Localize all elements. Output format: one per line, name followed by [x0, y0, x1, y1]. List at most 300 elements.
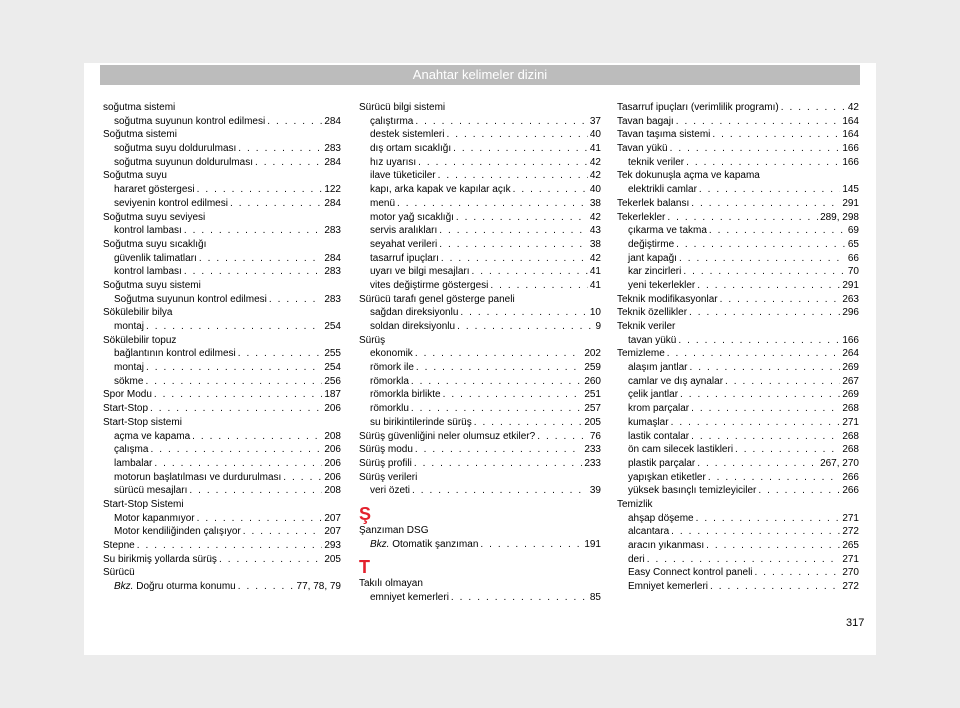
dot-leader	[699, 183, 840, 197]
dot-leader	[238, 580, 295, 594]
page-reference: 43	[589, 225, 601, 237]
entry-text: kapı, arka kapak ve kapılar açık	[370, 184, 511, 196]
page-reference: 42	[847, 102, 859, 113]
page-reference: 267, 270	[820, 457, 859, 469]
entry-text: açma ve kapama	[114, 430, 191, 442]
entry-text: hararet göstergesi	[114, 184, 195, 196]
entry-text: tavan yükü	[628, 334, 677, 346]
entry-text: menü	[370, 197, 396, 209]
see-reference: Bkz.	[114, 581, 134, 593]
index-column-3	[617, 101, 859, 594]
entry-text: veri özeti	[370, 485, 411, 497]
entry-text: teknik veriler	[628, 156, 685, 168]
entry-text: yapışkan etiketler	[628, 471, 706, 483]
index-heading	[103, 566, 341, 580]
index-heading	[103, 101, 341, 115]
dot-leader	[678, 334, 840, 348]
index-subentry	[617, 484, 859, 498]
index-subentry	[359, 591, 601, 605]
index-heading	[103, 211, 341, 225]
dot-leader	[676, 115, 841, 129]
dot-leader	[154, 388, 322, 402]
index-subentry	[617, 265, 859, 279]
entry-text: lastik contalar	[628, 430, 690, 442]
dot-leader	[709, 224, 846, 238]
dot-leader	[683, 265, 846, 279]
page-reference: 9	[595, 321, 601, 332]
entry-text: kar zincirleri	[628, 266, 682, 278]
index-subentry	[617, 525, 859, 539]
index-heading	[359, 334, 601, 348]
index-subentry	[617, 553, 859, 567]
entry-text: Tavan bagajı	[617, 115, 674, 127]
page-reference: 40	[589, 184, 601, 196]
page-reference: 38	[589, 238, 601, 250]
entry-text: motorun başlatılması ve durdurulması	[114, 471, 282, 483]
index-subentry	[359, 416, 601, 430]
index-heading	[103, 416, 341, 430]
page-reference: 254	[324, 362, 341, 374]
entry-text: Soğutma suyu sistemi	[103, 279, 201, 291]
page-reference: 268	[842, 444, 859, 456]
page-reference: 166	[842, 143, 859, 155]
dot-leader	[667, 211, 818, 225]
page-reference: 187	[324, 389, 341, 401]
index-entry	[617, 128, 859, 142]
page-reference: 39	[589, 485, 601, 497]
dot-leader	[697, 457, 818, 471]
page-reference: 207	[324, 512, 341, 524]
page-reference: 271	[842, 553, 859, 565]
page-reference: 270	[842, 567, 859, 579]
dot-leader	[708, 471, 840, 485]
page-reference: 296	[842, 307, 859, 319]
section-letter: Ş	[359, 503, 372, 524]
page-reference: 263	[842, 293, 859, 305]
entry-text: Sürücü	[103, 567, 135, 579]
index-subentry	[617, 512, 859, 526]
entry-text: hız uyarısı	[370, 156, 417, 168]
index-subentry	[359, 197, 601, 211]
page-reference: 41	[589, 143, 601, 155]
index-subentry	[617, 388, 859, 402]
entry-text: dış ortam sıcaklığı	[370, 143, 452, 155]
index-subentry	[103, 183, 341, 197]
dot-leader	[670, 142, 841, 156]
dot-leader	[720, 293, 841, 307]
entry-text: Soğutma sistemi	[103, 129, 177, 141]
index-heading	[359, 524, 601, 538]
index-subentry	[103, 471, 341, 485]
index-subentry	[103, 293, 341, 307]
entry-text: Su birikmiş yollarda sürüş	[103, 553, 217, 565]
page-reference: 267	[842, 375, 859, 387]
entry-text: camlar ve dış aynalar	[628, 375, 724, 387]
index-subentry	[103, 484, 341, 498]
dot-leader	[418, 156, 588, 170]
page-reference: 256	[324, 375, 341, 387]
entry-text: çalıştırma	[370, 115, 414, 127]
page-reference: 271	[842, 416, 859, 428]
entry-text: Temizleme	[617, 348, 665, 360]
index-subentry	[359, 375, 601, 389]
page-reference: 206	[324, 457, 341, 469]
index-entry	[617, 293, 859, 307]
entry-text: emniyet kemerleri	[370, 592, 449, 603]
page-reference: 266	[842, 485, 859, 497]
page-reference: 284	[324, 197, 341, 209]
page-reference: 271	[842, 512, 859, 524]
page-reference: 293	[324, 540, 341, 551]
dot-leader	[146, 361, 322, 375]
index-heading	[359, 577, 601, 591]
dot-leader	[230, 197, 322, 211]
page-reference: 37	[589, 115, 601, 127]
dot-leader	[471, 265, 587, 279]
index-column-1	[103, 101, 341, 594]
index-subentry	[359, 183, 601, 197]
entry-text: montaj	[114, 362, 145, 374]
index-subentry	[617, 443, 859, 457]
entry-text: Soğutma suyu sıcaklığı	[103, 238, 207, 250]
index-subentry	[617, 279, 859, 293]
index-subentry	[617, 457, 859, 471]
dot-leader	[238, 142, 322, 156]
entry-text: Sökülebilir bilya	[103, 307, 173, 319]
index-subentry	[617, 334, 859, 348]
entry-text: kontrol lambası	[114, 225, 182, 237]
dot-leader	[146, 320, 322, 334]
dot-leader	[184, 265, 323, 279]
dot-leader	[537, 430, 588, 444]
entry-text: Teknik veriler	[617, 321, 676, 332]
dot-leader	[456, 211, 588, 225]
page-reference: 255	[324, 348, 341, 360]
entry-text: Sürüş	[359, 334, 386, 346]
index-subentry	[103, 224, 341, 238]
entry-text: ahşap döşeme	[628, 512, 694, 524]
entry-text: destek sistemleri	[370, 129, 445, 141]
index-subentry	[359, 224, 601, 238]
index-subentry	[359, 128, 601, 142]
page-reference: 122	[324, 184, 341, 196]
dot-leader	[438, 169, 588, 183]
entry-text: Takılı olmayan	[359, 578, 423, 590]
dot-leader	[219, 553, 322, 567]
index-entry	[617, 101, 859, 115]
dot-leader	[696, 512, 841, 526]
dot-leader	[137, 539, 323, 553]
index-subentry	[103, 580, 341, 594]
index-subentry	[359, 320, 601, 334]
page-reference: 266	[842, 471, 859, 483]
dot-leader	[697, 279, 840, 293]
dot-leader	[414, 457, 583, 471]
entry-text: römorkla birlikte	[370, 389, 441, 401]
index-heading	[103, 128, 341, 142]
entry-text: Spor Modu	[103, 389, 152, 401]
index-subentry	[103, 347, 341, 361]
reference-target: Doğru oturma konumu	[133, 581, 236, 593]
dot-leader	[755, 566, 841, 580]
entry-text: Emniyet kemerleri	[628, 581, 709, 593]
index-subentry	[359, 347, 601, 361]
index-subentry	[103, 252, 341, 266]
index-entry	[103, 553, 341, 567]
dot-leader	[145, 375, 322, 389]
entry-text: Tek dokunuşla açma ve kapama	[617, 170, 760, 182]
index-subentry	[617, 375, 859, 389]
dot-leader	[735, 443, 840, 457]
index-column-2	[359, 101, 601, 605]
page-reference: 41	[589, 266, 601, 278]
entry-text: ekonomik	[370, 348, 413, 360]
page-reference: 42	[589, 211, 601, 223]
index-entry	[617, 306, 859, 320]
dot-leader	[411, 375, 582, 389]
index-subentry	[617, 430, 859, 444]
entry-text: sürücü mesajları	[114, 485, 188, 497]
page-reference: 40	[589, 129, 601, 141]
entry-text: deri	[628, 553, 645, 565]
dot-leader	[411, 402, 582, 416]
index-subentry	[617, 416, 859, 430]
index-entry	[617, 142, 859, 156]
dot-leader	[184, 224, 323, 238]
entry-text	[114, 580, 236, 594]
page-reference: 205	[324, 553, 341, 565]
page-reference: 283	[324, 266, 341, 278]
index-subentry	[617, 580, 859, 594]
entry-text: Start-Stop sistemi	[103, 416, 182, 428]
dot-leader	[725, 375, 840, 389]
entry-text: krom parçalar	[628, 403, 690, 415]
page-reference: 254	[324, 321, 341, 332]
entry-text: Start-Stop	[103, 403, 149, 415]
index-subentry	[359, 252, 601, 266]
dot-leader	[453, 142, 588, 156]
entry-text: Start-Stop Sistemi	[103, 498, 184, 510]
page-reference: 264	[842, 348, 859, 360]
entry-text: servis aralıkları	[370, 225, 438, 237]
index-subentry	[617, 252, 859, 266]
index-subentry	[103, 197, 341, 211]
index-subentry	[359, 361, 601, 375]
index-entry	[359, 430, 601, 444]
page-reference: 206	[324, 403, 341, 415]
page-reference: 38	[589, 197, 601, 209]
entry-text: Tavan yükü	[617, 143, 668, 155]
index-entry	[103, 402, 341, 416]
index-entry	[359, 443, 601, 457]
index-entry	[359, 457, 601, 471]
index-subentry	[359, 484, 601, 498]
index-subentry	[359, 538, 601, 552]
page-reference: 65	[847, 238, 859, 250]
index-heading	[103, 169, 341, 183]
index-subentry	[359, 211, 601, 225]
entry-text: soğutma sistemi	[103, 102, 176, 113]
dot-leader	[192, 430, 322, 444]
page-reference: 191	[584, 538, 601, 550]
section-letter: T	[359, 557, 370, 578]
entry-text: Sürüş modu	[359, 444, 413, 456]
page-reference: 257	[584, 403, 601, 415]
entry-text: Tasarruf ipuçları (verimlilik programı)	[617, 102, 779, 113]
index-subentry	[617, 156, 859, 170]
index-subentry	[359, 115, 601, 129]
entry-text: Easy Connect kontrol paneli	[628, 567, 753, 579]
entry-text: ilave tüketiciler	[370, 170, 436, 182]
entry-text: su birikintilerinde sürüş	[370, 416, 472, 428]
page-reference: 66	[847, 252, 859, 264]
page-reference: 283	[324, 293, 341, 305]
dot-leader	[460, 306, 587, 320]
page-reference: 233	[584, 444, 601, 456]
page-reference: 208	[324, 430, 341, 442]
page-reference: 41	[589, 279, 601, 291]
entry-text: Sürücü tarafı genel gösterge paneli	[359, 293, 515, 305]
dot-leader	[680, 388, 840, 402]
index-heading	[359, 471, 601, 485]
entry-text: kontrol lambası	[114, 266, 182, 278]
page-reference: 284	[324, 252, 341, 264]
dot-leader	[679, 252, 846, 266]
page-reference: 10	[589, 307, 601, 319]
page-reference: 166	[842, 156, 859, 168]
page-reference: 272	[842, 581, 859, 593]
index-subentry	[103, 320, 341, 334]
dot-leader	[457, 320, 593, 334]
index-subentry	[103, 457, 341, 471]
entry-text: yüksek basınçlı temizleyiciler	[628, 485, 757, 497]
page-reference: 76	[589, 430, 601, 442]
reference-target: Otomatik şanzıman	[389, 538, 479, 550]
index-heading	[103, 498, 341, 512]
dot-leader	[446, 128, 587, 142]
dot-leader	[416, 361, 582, 375]
entry-text: Temizlik	[617, 498, 653, 510]
dot-leader	[490, 279, 587, 293]
dot-leader	[269, 293, 322, 307]
dot-leader	[451, 591, 588, 605]
page-header: Anahtar kelimeler dizini	[100, 65, 860, 85]
page-reference: 283	[324, 143, 341, 155]
dot-leader	[415, 443, 582, 457]
index-entry	[103, 388, 341, 402]
page-reference: 205	[584, 416, 601, 428]
page-reference: 85	[589, 592, 601, 603]
entry-text: Sürüş profili	[359, 457, 412, 469]
index-heading	[103, 334, 341, 348]
page-reference: 268	[842, 403, 859, 415]
index-subentry	[103, 265, 341, 279]
entry-text: motor yağ sıcaklığı	[370, 211, 454, 223]
index-subentry	[103, 156, 341, 170]
entry-text: Şanzıman DSG	[359, 524, 429, 536]
dot-leader	[255, 156, 322, 170]
page-reference: 208	[324, 485, 341, 497]
dot-leader	[267, 115, 322, 129]
entry-text: Tavan taşıma sistemi	[617, 129, 711, 141]
index-subentry	[359, 238, 601, 252]
dot-leader	[415, 347, 583, 361]
index-entry	[617, 347, 859, 361]
page-reference: 164	[842, 115, 859, 127]
dot-leader	[710, 580, 840, 594]
entry-text: sökme	[114, 375, 144, 387]
entry-text: Stepne	[103, 540, 135, 551]
dot-leader	[443, 388, 583, 402]
dot-leader	[197, 183, 323, 197]
entry-text: uyarı ve bilgi mesajları	[370, 266, 470, 278]
index-subentry	[103, 525, 341, 539]
page-reference: 77, 78, 79	[296, 581, 341, 593]
entry-text: Motor kapanmıyor	[114, 512, 195, 524]
dot-leader	[689, 306, 840, 320]
entry-text: güvenlik talimatları	[114, 252, 197, 264]
index-subentry	[359, 169, 601, 183]
entry-text: soğutma suyunun doldurulması	[114, 156, 253, 168]
dot-leader	[189, 484, 322, 498]
entry-text: vites değiştirme göstergesi	[370, 279, 489, 291]
index-heading	[359, 101, 601, 115]
index-subentry	[359, 306, 601, 320]
index-subentry	[359, 402, 601, 416]
page-reference: 268	[842, 430, 859, 442]
index-subentry	[103, 375, 341, 389]
page-reference: 206	[324, 471, 341, 483]
entry-text: çıkarma ve takma	[628, 225, 707, 237]
index-heading	[359, 293, 601, 307]
dot-leader	[691, 430, 840, 444]
index-subentry	[617, 566, 859, 580]
entry-text: yeni tekerlekler	[628, 279, 696, 291]
index-heading	[103, 238, 341, 252]
dot-leader	[150, 443, 322, 457]
index-subentry	[359, 156, 601, 170]
page-reference: 233	[584, 457, 601, 469]
page-reference: 284	[324, 156, 341, 168]
entry-text: Teknik özellikler	[617, 307, 688, 319]
entry-text: sağdan direksiyonlu	[370, 307, 459, 319]
index-subentry	[617, 183, 859, 197]
entry-text: jant kapağı	[628, 252, 677, 264]
index-entry	[617, 115, 859, 129]
dot-leader	[712, 128, 840, 142]
page-reference: 202	[584, 348, 601, 360]
index-heading	[103, 306, 341, 320]
index-subentry	[103, 142, 341, 156]
entry-text: Soğutma suyu	[103, 170, 167, 182]
page-reference: 265	[842, 540, 859, 551]
page-reference: 269	[842, 389, 859, 401]
dot-leader	[513, 183, 588, 197]
dot-leader	[199, 252, 323, 266]
dot-leader	[671, 525, 840, 539]
entry-text: bağlantının kontrol edilmesi	[114, 348, 236, 360]
entry-text: Motor kendiliğinden çalışıyor	[114, 526, 241, 538]
index-entry	[617, 211, 859, 225]
index-subentry	[617, 402, 859, 416]
page-reference: 69	[847, 225, 859, 237]
page-reference: 42	[589, 252, 601, 264]
dot-leader	[439, 238, 588, 252]
index-subentry	[359, 388, 601, 402]
dot-leader	[397, 197, 588, 211]
entry-text: soğutma suyunun kontrol edilmesi	[114, 115, 266, 127]
dot-leader	[671, 416, 841, 430]
